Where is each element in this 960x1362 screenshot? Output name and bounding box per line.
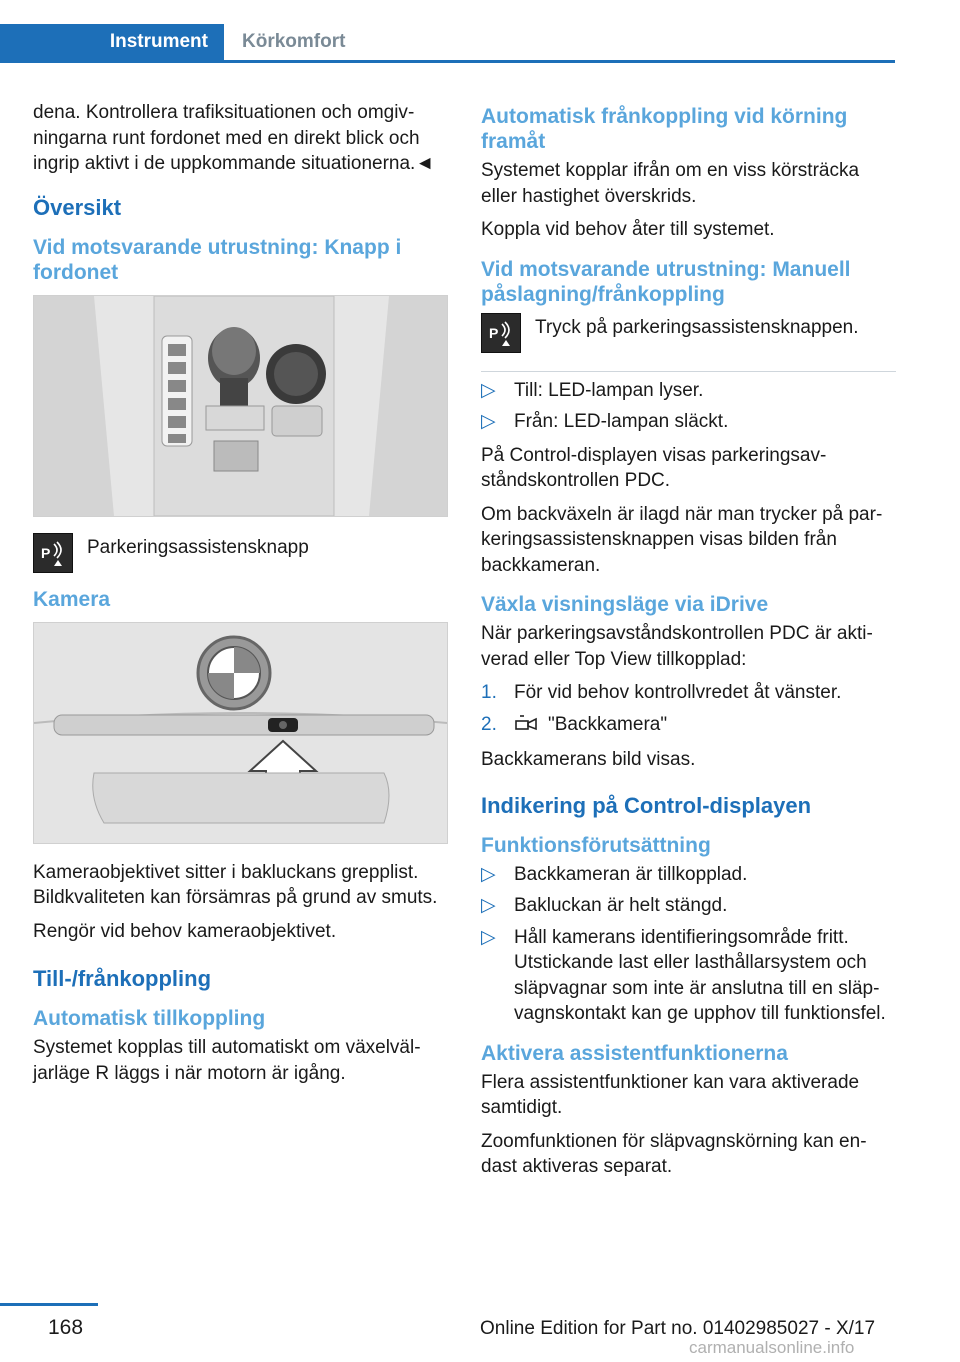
heading-oversikt: Översikt — [33, 194, 122, 220]
paragraph: dena. Kontrollera trafiksituationen och omgivningarna runt fordonet med en direkt blick och ingrip aktivt i de uppkommande situationerna.◄ — [33, 102, 435, 174]
paragraph: Systemet kopplas till automatiskt om växelväljarläge R läggs i när motorn är igång. — [33, 1037, 421, 1084]
list-item: ▷ Från: LED-lampan släckt. — [481, 409, 896, 435]
tailgate-illustration — [34, 623, 447, 843]
heading-vaxla: Växla visningsläge via iDrive — [481, 593, 769, 616]
step-item: 1. För vid behov kontrollvredet åt vänster. — [481, 682, 842, 703]
triangle-bullet-icon: ▷ — [481, 863, 496, 885]
pdc-instruction-row — [481, 313, 896, 353]
heading-automatisk-frankoppling: Automatisk frånkoppling vid körning framåt — [481, 105, 848, 153]
parking-assist-icon — [481, 313, 521, 353]
list-divider — [481, 371, 896, 372]
heading-funktionsforutsattning: Funktionsförutsättning — [481, 833, 711, 857]
tab-instrument[interactable]: Instrument — [0, 24, 224, 60]
paragraph: Koppla vid behov åter till systemet. — [481, 219, 775, 240]
edition-line: Online Edition for Part no. 01402985027 - X/17 — [480, 1318, 876, 1339]
triangle-bullet-icon: ▷ — [481, 895, 496, 916]
heading-kamera: Kamera — [33, 587, 111, 611]
triangle-bullet-icon: ▷ — [481, 411, 496, 432]
footer-rule — [0, 1303, 98, 1306]
list-item: ▷ Håll kamerans identifieringsområde fritt. Utstickande last eller lasthållarsystem och släpvagnar som inte är anslutna till en släpvagnskontakt kan ge upphov till funktionsfel. — [481, 926, 886, 1024]
paragraph: När parkeringsavståndskontrollen PDC är aktiverad eller Top View tillkopplad: — [481, 623, 873, 670]
heading-aktivera: Aktivera assistentfunktionerna — [481, 1041, 788, 1065]
list-item: ▷ Till: LED-lampan lyser. — [481, 378, 896, 404]
requirements-list — [481, 862, 896, 1027]
heading-indikering: Indikering på Control-displayen — [481, 792, 812, 818]
paragraph: Kameraobjektivet sitter i bakluckans grepplist. Bildkvaliteten kan försämras på grund av smuts. — [33, 861, 438, 908]
paragraph: På Control-displayen visas parkeringsavståndskontrollen PDC. — [481, 444, 827, 491]
rear-camera-icon — [514, 714, 540, 740]
step-item: 2. "Backkamera" — [481, 712, 896, 740]
heading-till-franKoppling: Till-/frånkoppling — [33, 966, 212, 991]
heading-manuell: Vid motsvarande utrustning: Manuell påslagning/frånkoppling — [481, 257, 851, 306]
list-item: ▷ Backkameran är tillkopplad. — [481, 862, 896, 888]
paragraph: Zoomfunktionen för släpvagnskörning kan endast aktiveras separat. — [481, 1130, 867, 1177]
svg-text:P: P — [489, 324, 499, 341]
tab-korkomfort[interactable]: Körkomfort — [242, 31, 346, 52]
parking-assist-icon — [33, 533, 73, 573]
chapter-tabbar — [0, 24, 895, 62]
instruction-text: Tryck på parkeringsassistensknappen. — [535, 316, 859, 338]
paragraph: Systemet kopplar ifrån om en viss körsträcka eller hastighet överskrids. — [481, 160, 860, 207]
right-column — [481, 104, 896, 1188]
icon-caption: Parkeringsassistensknapp — [87, 536, 309, 558]
watermark: carmanualsonline.info — [689, 1338, 855, 1357]
page-number: 168 — [48, 1316, 84, 1339]
svg-text:P: P — [41, 544, 51, 561]
left-column — [33, 100, 448, 1094]
idrive-steps — [481, 680, 896, 739]
triangle-bullet-icon: ▷ — [481, 926, 496, 948]
paragraph: Om backväxeln är ilagd när man trycker på parkeringsassistensknappen visas bilden från backkameran. — [481, 503, 883, 576]
led-state-list — [481, 378, 896, 435]
rear-camera-photo — [33, 622, 448, 844]
paragraph: Rengör vid behov kameraobjektivet. — [33, 920, 337, 942]
heading-knapp: Vid motsvarande utrustning: Knapp i fordonet — [33, 235, 402, 284]
list-item: ▷ Bakluckan är helt stängd. — [481, 893, 896, 919]
heading-automatisk-tillkoppling: Automatisk tillkoppling — [33, 1007, 266, 1030]
header-rule — [0, 60, 895, 63]
triangle-bullet-icon: ▷ — [481, 379, 496, 401]
paragraph: Backkamerans bild visas. — [481, 749, 696, 770]
center-console-photo — [33, 295, 448, 517]
paragraph: Flera assistentfunktioner kan vara aktiverade samtidigt. — [481, 1071, 860, 1118]
pdc-button-caption-row — [33, 533, 448, 573]
center-console-illustration — [34, 296, 447, 516]
